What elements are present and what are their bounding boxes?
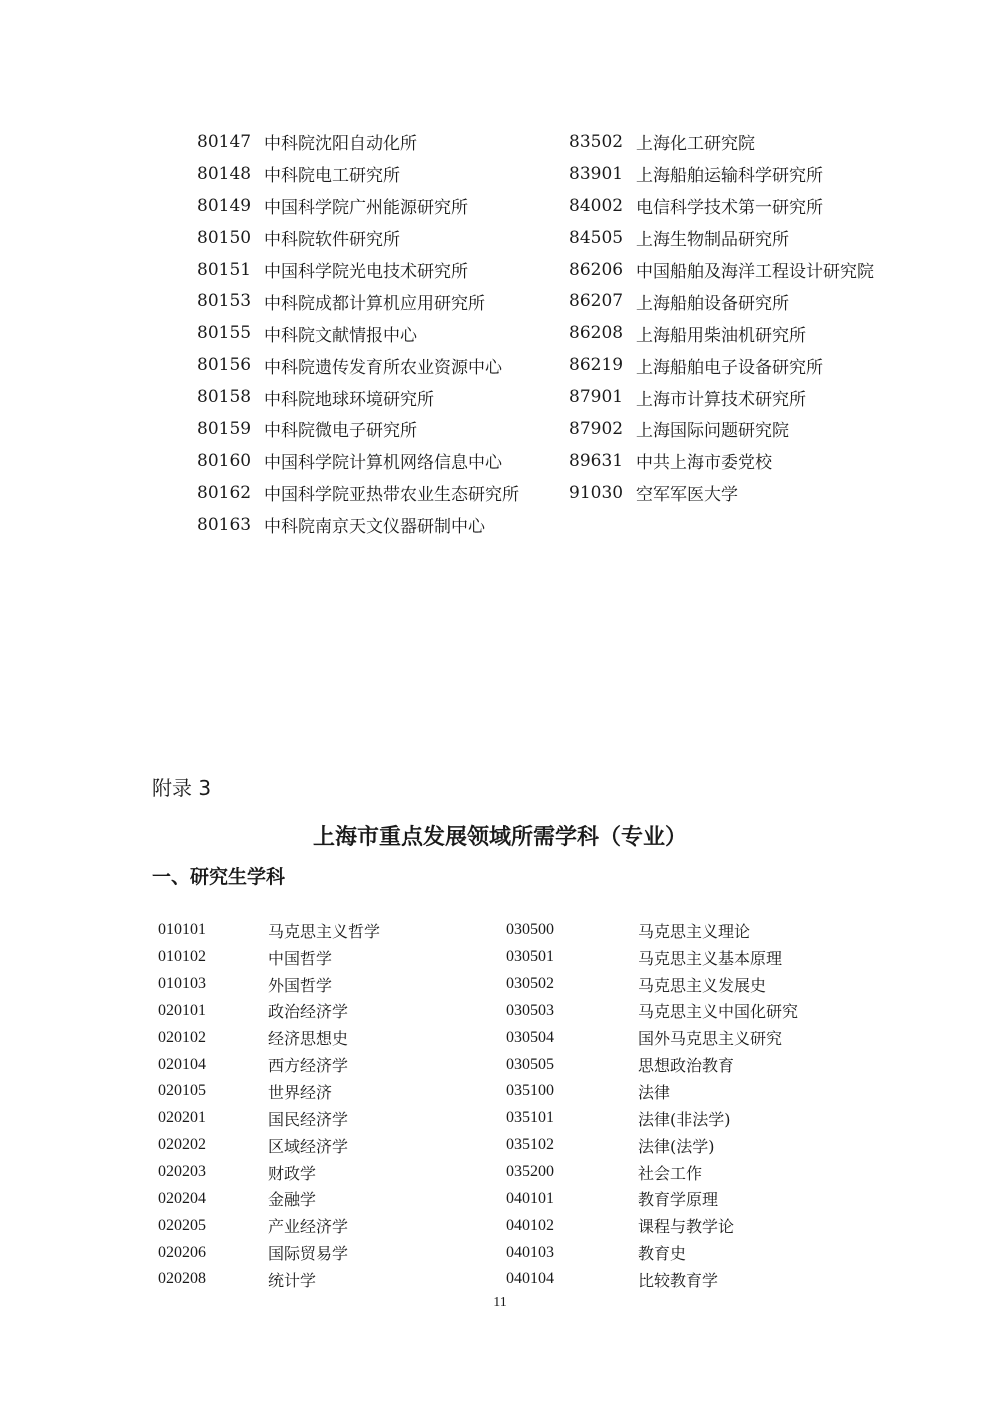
code: 87901 bbox=[569, 387, 624, 408]
subject-row bbox=[506, 1159, 798, 1186]
subject-row bbox=[506, 917, 798, 944]
name: 政治经济学 bbox=[268, 1002, 349, 1022]
subject-row bbox=[158, 1185, 380, 1212]
name: 法律 bbox=[638, 1082, 671, 1102]
name: 中国科学院计算机网络信息中心 bbox=[264, 453, 502, 474]
name: 上海化工研究院 bbox=[636, 134, 755, 155]
code: 80156 bbox=[197, 355, 252, 376]
code: 010101 bbox=[158, 921, 206, 939]
name: 教育史 bbox=[638, 1244, 687, 1264]
institute-row bbox=[197, 509, 519, 541]
institute-row bbox=[197, 285, 519, 317]
code: 020104 bbox=[158, 1055, 206, 1073]
code: 80160 bbox=[197, 450, 252, 471]
subject-row bbox=[158, 1105, 380, 1132]
name: 中国科学院广州能源研究所 bbox=[264, 198, 468, 219]
code: 040104 bbox=[506, 1270, 554, 1288]
name: 中国船舶及海洋工程设计研究院 bbox=[636, 262, 874, 282]
subject-row bbox=[506, 1105, 798, 1132]
name: 国民经济学 bbox=[268, 1109, 349, 1129]
institute-row bbox=[197, 445, 519, 477]
subject-row bbox=[506, 1024, 798, 1051]
code: 020205 bbox=[158, 1216, 206, 1234]
name: 上海生物制品研究所 bbox=[636, 230, 789, 251]
subject-row bbox=[506, 1078, 798, 1105]
subject-row bbox=[158, 971, 380, 998]
name: 上海船舶设备研究所 bbox=[636, 293, 789, 314]
name: 法律(非法学) bbox=[638, 1109, 731, 1129]
name: 法律(法学) bbox=[638, 1136, 715, 1156]
subject-column-left bbox=[158, 917, 380, 1293]
name: 上海市计算技术研究所 bbox=[636, 389, 806, 410]
code: 035200 bbox=[506, 1163, 554, 1181]
subject-row bbox=[158, 1078, 380, 1105]
code: 80150 bbox=[197, 227, 252, 248]
name: 中国科学院亚热带农业生态研究所 bbox=[264, 485, 519, 506]
subject-row bbox=[506, 1239, 798, 1266]
code: 80163 bbox=[197, 514, 252, 535]
code: 020201 bbox=[158, 1109, 206, 1127]
institute-row bbox=[569, 126, 874, 158]
code: 020208 bbox=[158, 1270, 206, 1288]
code: 020203 bbox=[158, 1163, 206, 1181]
code: 030502 bbox=[506, 975, 554, 993]
code: 020105 bbox=[158, 1082, 206, 1100]
institute-row bbox=[197, 190, 519, 222]
institute-row bbox=[197, 254, 519, 286]
code: 80155 bbox=[197, 323, 252, 344]
name: 马克思主义理论 bbox=[638, 921, 751, 941]
code: 010102 bbox=[158, 948, 206, 966]
code: 80151 bbox=[197, 259, 252, 280]
institute-row bbox=[197, 413, 519, 445]
subject-column-right bbox=[506, 917, 798, 1293]
code: 020206 bbox=[158, 1243, 206, 1261]
appendix-label: 附录 3 bbox=[152, 776, 212, 800]
code: 80158 bbox=[197, 387, 252, 408]
name: 中国科学院光电技术研究所 bbox=[264, 262, 468, 282]
subject-row bbox=[158, 998, 380, 1025]
institute-row bbox=[569, 254, 874, 286]
name: 外国哲学 bbox=[268, 975, 333, 995]
code: 020202 bbox=[158, 1136, 206, 1154]
institute-column-left bbox=[197, 126, 519, 541]
name: 统计学 bbox=[268, 1270, 317, 1290]
code: 80147 bbox=[197, 131, 252, 152]
code: 80153 bbox=[197, 291, 252, 312]
institute-row bbox=[197, 158, 519, 190]
subject-row bbox=[158, 1132, 380, 1159]
name: 马克思主义发展史 bbox=[638, 975, 767, 995]
section-title: 一、研究生学科 bbox=[152, 866, 286, 888]
name: 思想政治教育 bbox=[638, 1056, 735, 1076]
code: 040103 bbox=[506, 1243, 554, 1261]
subject-row bbox=[158, 1212, 380, 1239]
code: 84002 bbox=[569, 195, 624, 216]
name: 课程与教学论 bbox=[638, 1217, 735, 1237]
code: 83502 bbox=[569, 131, 624, 152]
code: 020101 bbox=[158, 1001, 206, 1019]
code: 84505 bbox=[569, 227, 624, 248]
code: 040102 bbox=[506, 1216, 554, 1234]
subject-row bbox=[158, 917, 380, 944]
code: 035101 bbox=[506, 1109, 554, 1127]
name: 教育学原理 bbox=[638, 1190, 719, 1210]
name: 马克思主义哲学 bbox=[268, 921, 381, 941]
code: 83901 bbox=[569, 163, 624, 184]
subject-row bbox=[158, 1024, 380, 1051]
institute-row bbox=[569, 413, 874, 445]
institute-row bbox=[569, 317, 874, 349]
name: 电信科学技术第一研究所 bbox=[636, 198, 823, 219]
institute-row bbox=[197, 126, 519, 158]
subject-row bbox=[506, 944, 798, 971]
subject-row bbox=[506, 1185, 798, 1212]
subject-row bbox=[158, 944, 380, 971]
name: 上海船用柴油机研究所 bbox=[636, 325, 806, 346]
name: 财政学 bbox=[268, 1163, 317, 1183]
code: 80149 bbox=[197, 195, 252, 216]
institute-row bbox=[569, 190, 874, 222]
institute-row bbox=[569, 477, 874, 509]
subject-row bbox=[158, 1266, 380, 1293]
institute-row bbox=[569, 445, 874, 477]
name: 比较教育学 bbox=[638, 1270, 719, 1290]
institute-row bbox=[569, 349, 874, 381]
name: 产业经济学 bbox=[268, 1217, 349, 1237]
name: 国外马克思主义研究 bbox=[638, 1029, 783, 1049]
code: 010103 bbox=[158, 975, 206, 993]
name: 世界经济 bbox=[268, 1082, 333, 1102]
subject-row bbox=[506, 971, 798, 998]
name: 马克思主义中国化研究 bbox=[638, 1002, 799, 1022]
institute-row bbox=[569, 285, 874, 317]
institute-row bbox=[197, 222, 519, 254]
institute-row bbox=[197, 477, 519, 509]
name: 中国哲学 bbox=[268, 948, 333, 968]
institute-row bbox=[569, 222, 874, 254]
name: 上海船舶运输科学研究所 bbox=[636, 166, 823, 187]
name: 中科院电工研究所 bbox=[264, 166, 400, 187]
name: 中科院成都计算机应用研究所 bbox=[264, 293, 485, 314]
institute-column-right bbox=[569, 126, 874, 509]
subject-row bbox=[158, 1159, 380, 1186]
name: 中科院软件研究所 bbox=[264, 230, 400, 251]
code: 80148 bbox=[197, 163, 252, 184]
subject-row bbox=[506, 1212, 798, 1239]
name: 社会工作 bbox=[638, 1163, 703, 1183]
code: 91030 bbox=[569, 482, 624, 503]
code: 030503 bbox=[506, 1001, 554, 1019]
document-title: 上海市重点发展领域所需学科（专业） bbox=[312, 825, 687, 850]
name: 经济思想史 bbox=[268, 1029, 349, 1049]
name: 中科院遗传发育所农业资源中心 bbox=[264, 357, 502, 378]
code: 86208 bbox=[569, 323, 624, 344]
institute-row bbox=[197, 381, 519, 413]
code: 86219 bbox=[569, 355, 624, 376]
code: 89631 bbox=[569, 450, 624, 471]
subject-row bbox=[506, 1266, 798, 1293]
name: 中科院文献情报中心 bbox=[264, 325, 417, 346]
code: 86206 bbox=[569, 259, 624, 280]
code: 035102 bbox=[506, 1136, 554, 1154]
code: 020204 bbox=[158, 1189, 206, 1207]
name: 区域经济学 bbox=[268, 1136, 349, 1156]
subject-row bbox=[158, 1239, 380, 1266]
name: 国际贸易学 bbox=[268, 1244, 349, 1264]
name: 西方经济学 bbox=[268, 1056, 349, 1076]
name: 上海船舶电子设备研究所 bbox=[636, 357, 823, 378]
institute-row bbox=[197, 349, 519, 381]
code: 80162 bbox=[197, 482, 252, 503]
subject-row bbox=[158, 1051, 380, 1078]
subject-row bbox=[506, 1051, 798, 1078]
code: 035100 bbox=[506, 1082, 554, 1100]
name: 上海国际问题研究院 bbox=[636, 421, 789, 442]
code: 030501 bbox=[506, 948, 554, 966]
code: 040101 bbox=[506, 1189, 554, 1207]
institute-row bbox=[197, 317, 519, 349]
institute-row bbox=[569, 158, 874, 190]
code: 030504 bbox=[506, 1028, 554, 1046]
name: 空军军医大学 bbox=[636, 485, 738, 506]
name: 马克思主义基本原理 bbox=[638, 948, 783, 968]
code: 86207 bbox=[569, 291, 624, 312]
name: 中科院沈阳自动化所 bbox=[264, 134, 417, 155]
institute-row bbox=[569, 381, 874, 413]
code: 80159 bbox=[197, 418, 252, 439]
name: 金融学 bbox=[268, 1190, 317, 1210]
name: 中科院南京天文仪器研制中心 bbox=[264, 517, 485, 538]
name: 中科院地球环境研究所 bbox=[264, 389, 434, 410]
code: 87902 bbox=[569, 418, 624, 439]
subject-row bbox=[506, 1132, 798, 1159]
page-number: 11 bbox=[493, 1295, 507, 1310]
code: 030500 bbox=[506, 921, 554, 939]
name: 中科院微电子研究所 bbox=[264, 421, 417, 442]
code: 020102 bbox=[158, 1028, 206, 1046]
name: 中共上海市委党校 bbox=[636, 453, 772, 474]
code: 030505 bbox=[506, 1055, 554, 1073]
subject-row bbox=[506, 998, 798, 1025]
